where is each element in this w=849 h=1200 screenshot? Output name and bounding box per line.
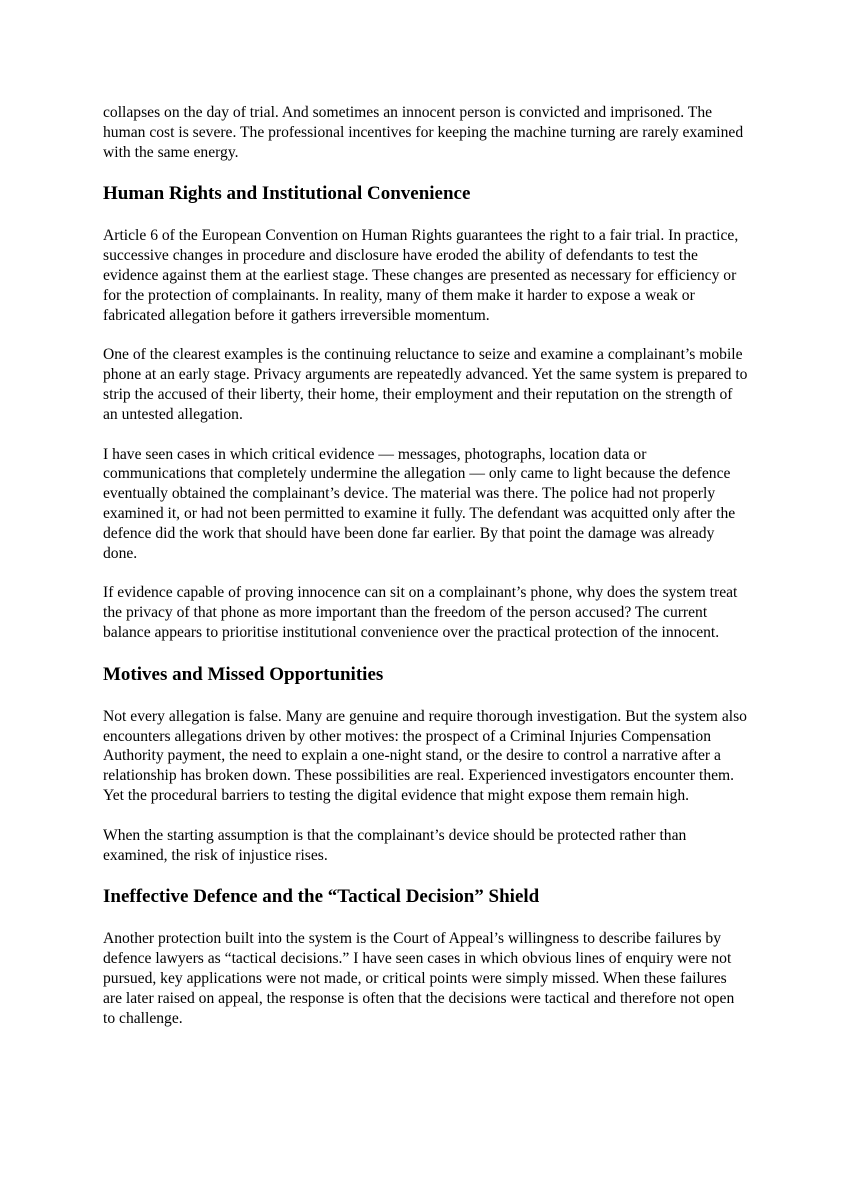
- paragraph: I have seen cases in which critical evidence — messages, photographs, location data or communications that completely undermine the allegation — only came to light because the defence eventually obtained the complainant’s device. The material was there. The police had not properly examined it, or had not been permitted to examine it fully. The defendant was acquitted only after the defence did the work that should have been done far earlier. By that point the damage was already done.: [103, 445, 736, 562]
- section-heading: Motives and Missed Opportunities: [103, 663, 384, 685]
- paragraph: Not every allegation is false. Many are genuine and require thorough investigation. But the system also encounters allegations driven by other motives: the prospect of a Criminal Injuries Compensation Authority payment, the need to explain a one-night stand, or the desire to control a narrative after a relationship has broken down. These possibilities are real. Experienced investigators encounter them. Yet the procedural barriers to testing the digital evidence that might expose them remain high.: [103, 707, 747, 804]
- paragraph: One of the clearest examples is the continuing reluctance to seize and examine a complainant’s mobile phone at an early stage. Privacy arguments are repeatedly advanced. Yet the same system is prepared to strip the accused of their liberty, their home, their employment and their reputation on the strength of an untested allegation.: [103, 346, 748, 423]
- intro-paragraph: collapses on the day of trial. And sometimes an innocent person is convicted and imprisoned. The human cost is severe. The professional incentives for keeping the machine turning are rarely examined with the same energy.: [103, 104, 744, 161]
- section-human-rights: [103, 182, 748, 642]
- section-motives: [103, 663, 748, 866]
- paragraph: Article 6 of the European Convention on Human Rights guarantees the right to a fair trial. In practice, successive changes in procedure and disclosure have eroded the ability of defendants to test the evidence against them at the earliest stage. These changes are presented as necessary for efficiency or for the protection of complainants. In reality, many of them make it harder to expose a weak or fabricated allegation before it gathers irreversible momentum.: [103, 227, 739, 324]
- paragraph: If evidence capable of proving innocence can sit on a complainant’s phone, why does the system treat the privacy of that phone as more important than the freedom of the person accused? The current balance appears to prioritise institutional convenience over the practical protection of the innocent.: [103, 584, 738, 641]
- paragraph: When the starting assumption is that the complainant’s device should be protected rather than examined, the risk of injustice rises.: [103, 826, 687, 864]
- section-heading: Ineffective Defence and the “Tactical Decision” Shield: [103, 886, 540, 908]
- section-ineffective-defence: [103, 885, 748, 1028]
- section-heading: Human Rights and Institutional Convenience: [103, 183, 471, 205]
- paragraph: Another protection built into the system is the Court of Appeal’s willingness to describe failures by defence lawyers as “tactical decisions.” I have seen cases in which obvious lines of enquiry were not pursued, key applications were not made, or critical points were simply missed. When these failures are later raised on appeal, the response is often that the decisions were tactical and therefore not open to challenge.: [103, 930, 735, 1027]
- document-page: [103, 103, 748, 1048]
